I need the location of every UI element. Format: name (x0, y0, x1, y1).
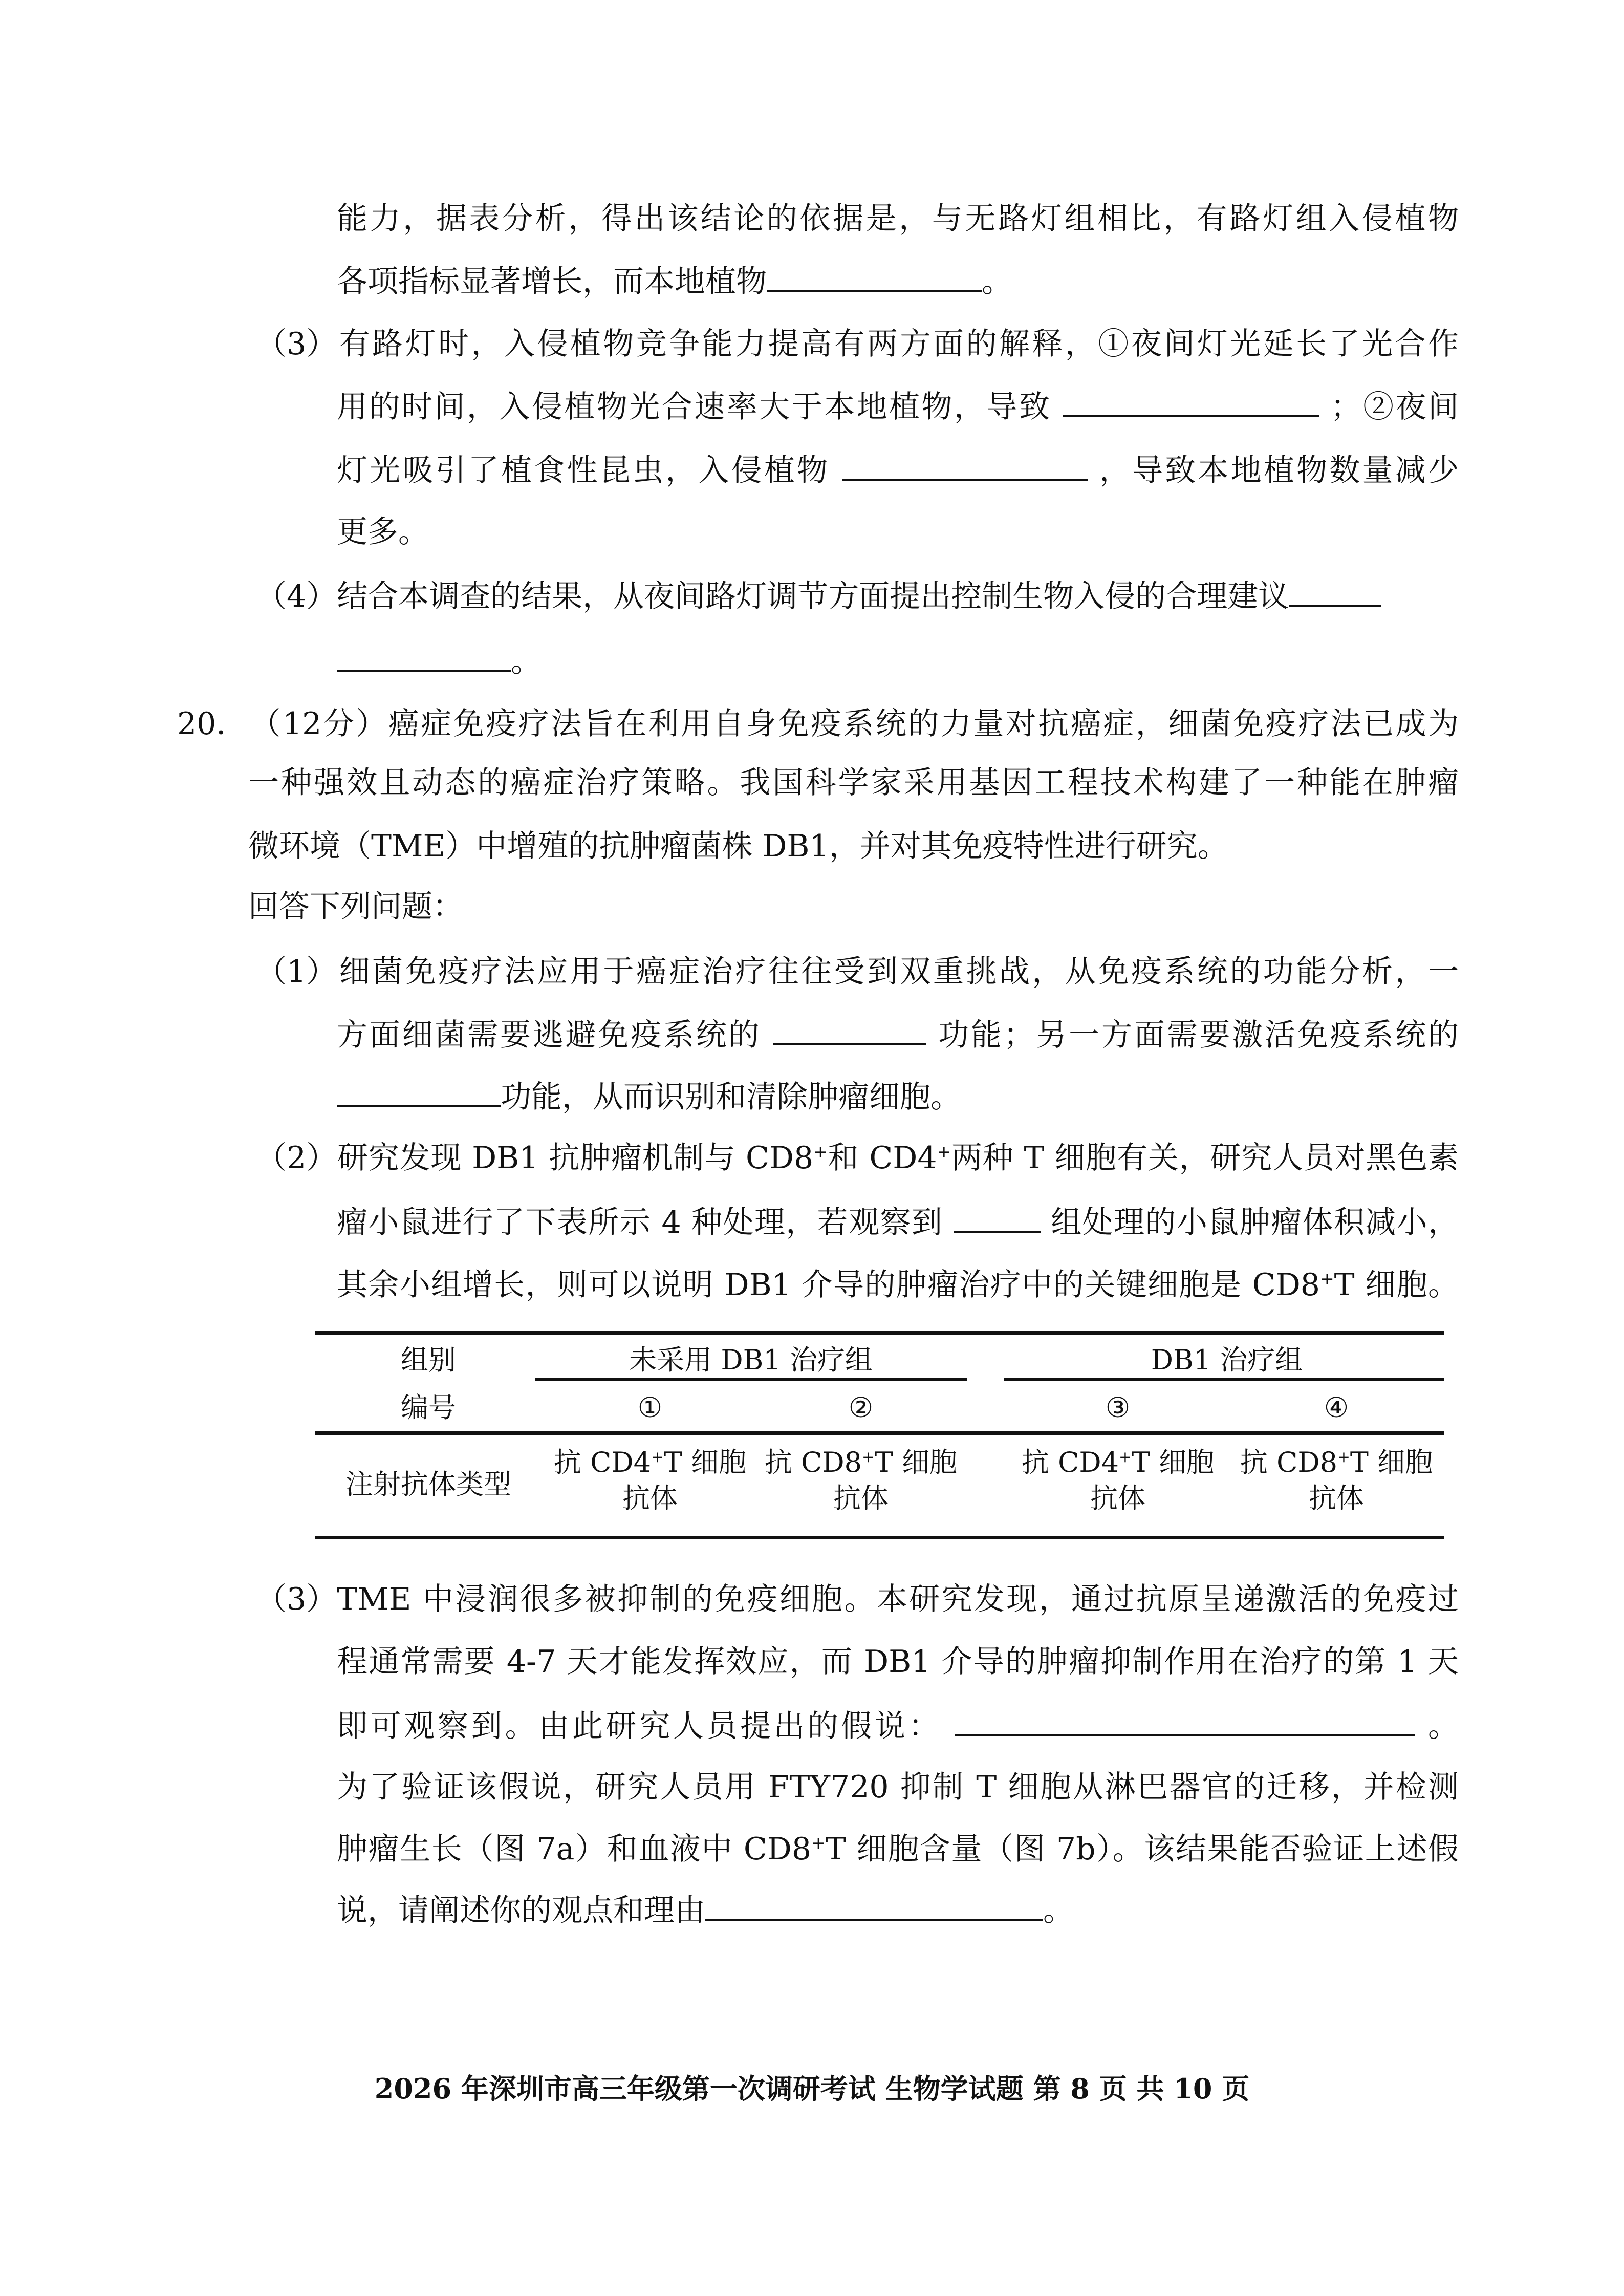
q20-line: 回答下列问题： (248, 889, 463, 925)
text: T 细胞 (1131, 1446, 1215, 1478)
q20-line (256, 1579, 1459, 1620)
q19-line: 更多。 (337, 514, 429, 550)
q20-line (337, 1014, 1459, 1056)
header-id: 编号 (401, 1391, 456, 1424)
q20-line: 微环境（TME）中增殖的抗肿瘤菌株 DB1，并对其免疫特性进行研究。 (248, 828, 1228, 864)
antibody-cell (1022, 1445, 1214, 1516)
answer-blank[interactable] (955, 1705, 1415, 1736)
text: 两种 T 细胞有关，研究人员对黑色素 (951, 1140, 1459, 1176)
id-cell: ④ (1324, 1391, 1349, 1424)
id-cell: ① (637, 1391, 663, 1424)
sub-question-number: （1） (256, 954, 337, 990)
text: ，导致本地植物数量减少 (1099, 453, 1459, 488)
text: T 细胞 (1350, 1446, 1433, 1478)
text: 肿瘤生长（图 7a）和血液中 CD8 (337, 1831, 812, 1867)
text: 灯光吸引了植食性昆虫，入侵植物 (337, 453, 830, 488)
text: 抗 CD4 (553, 1446, 652, 1478)
text: 抗体 (833, 1482, 889, 1514)
superscript: + (1319, 1269, 1334, 1289)
text: 抗体 (1308, 1482, 1364, 1514)
text: TME 中浸润很多被抑制的免疫细胞。本研究发现，通过抗原呈递激活的免疫过 (337, 1581, 1459, 1617)
text: 。 (982, 264, 1012, 299)
group-rule (535, 1378, 967, 1381)
superscript: + (1337, 1448, 1350, 1466)
q19-line (337, 385, 1459, 427)
q19-line (256, 575, 1459, 617)
superscript: + (937, 1142, 951, 1162)
text: 说，请阐述你的观点和理由 (337, 1893, 705, 1928)
text: T 细胞 (663, 1446, 747, 1478)
text: 和 CD4 (827, 1140, 937, 1176)
text: 功能，从而识别和清除肿瘤细胞。 (501, 1079, 961, 1115)
superscript: + (811, 1833, 826, 1853)
q20-line: 一种强效且动态的癌症治疗策略。我国科学家采用基因工程技术构建了一种能在肿瘤 (248, 765, 1459, 801)
text: 抗体 (1090, 1482, 1145, 1514)
text: 功能；另一方面需要激活免疫系统的 (938, 1017, 1459, 1053)
question-number: 20． (177, 706, 247, 742)
superscript: + (813, 1142, 828, 1162)
q20-line (337, 1889, 1459, 1931)
antibody-cell (554, 1445, 746, 1516)
text: T 细胞。 (1334, 1267, 1459, 1303)
superscript: + (1119, 1448, 1132, 1466)
page-footer: 2026 年深圳市高三年级第一次调研考试 生物学试题 第 8 页 共 10 页 (374, 2072, 1250, 2105)
table-bottom-rule (315, 1536, 1444, 1539)
header-group: 组别 (401, 1344, 456, 1376)
answer-blank[interactable] (1289, 575, 1381, 607)
q19-line (337, 449, 1459, 491)
q20-line (337, 1705, 1459, 1747)
text: T 细胞 (874, 1446, 958, 1478)
header-treated: DB1 治疗组 (1151, 1344, 1303, 1376)
answer-blank[interactable] (842, 449, 1088, 481)
text: 抗 CD4 (1021, 1446, 1119, 1478)
header-untreated: 未采用 DB1 治疗组 (629, 1344, 873, 1376)
answer-blank[interactable] (954, 1201, 1041, 1233)
sub-question-number: （3） (256, 326, 337, 362)
q20-line (337, 1201, 1459, 1243)
text: 结合本调查的结果，从夜间路灯调节方面提出控制生物入侵的合理建议 (337, 578, 1289, 614)
text: 组处理的小鼠肿瘤体积减小， (1051, 1205, 1459, 1240)
text: 抗 CD8 (1240, 1446, 1338, 1478)
q20-line (256, 1138, 1459, 1178)
text: 细菌免疫疗法应用于癌症治疗往往受到双重挑战，从免疫系统的功能分析，一 (337, 954, 1459, 990)
q20-line: 为了验证该假说，研究人员用 FTY720 抑制 T 细胞从淋巴器官的迁移，并检测 (337, 1769, 1459, 1805)
text: 即可观察到。由此研究人员提出的假说： (337, 1708, 942, 1744)
q20-line (337, 1076, 1459, 1118)
answer-blank[interactable] (773, 1014, 926, 1045)
antibody-cell (1240, 1445, 1433, 1516)
q19-line: 能力，据表分析，得出该结论的依据是，与无路灯组相比，有路灯组入侵植物 (337, 201, 1459, 237)
group-rule (1004, 1378, 1444, 1381)
superscript: + (651, 1448, 664, 1466)
text: 其余小组增长，则可以说明 DB1 介导的肿瘤治疗中的关键细胞是 CD8 (337, 1267, 1320, 1303)
text: 各项指标显著增长，而本地植物 (337, 264, 767, 299)
text: T 细胞含量（图 7b）。该结果能否验证上述假 (825, 1831, 1459, 1867)
text: 研究发现 DB1 抗肿瘤机制与 CD8 (337, 1140, 814, 1176)
sub-question-number: （2） (256, 1140, 337, 1176)
superscript: + (862, 1448, 875, 1466)
q19-line (256, 324, 1459, 364)
id-cell: ③ (1105, 1391, 1131, 1424)
sub-question-number: （4） (256, 578, 337, 614)
answer-blank[interactable] (1063, 385, 1319, 417)
q19-line (337, 260, 1459, 302)
sub-question-number: （3） (256, 1581, 337, 1617)
id-cell: ② (848, 1391, 874, 1424)
text: 有路灯时，入侵植物竞争能力提高有两方面的解释，①夜间灯光延长了光合作 (337, 326, 1459, 362)
header-antibody-type: 注射抗体类型 (345, 1468, 511, 1500)
antibody-cell (765, 1445, 957, 1516)
table-mid-rule (315, 1431, 1444, 1435)
answer-blank[interactable] (337, 640, 511, 672)
q20-line (337, 1829, 1459, 1870)
q20-line (177, 703, 1459, 744)
answer-blank[interactable] (705, 1889, 1043, 1921)
q20-line: 程通常需要 4-7 天才能发挥效应，而 DB1 介导的肿瘤抑制作用在治疗的第 1 天 (337, 1644, 1459, 1680)
answer-blank[interactable] (767, 260, 982, 292)
table-top-rule (315, 1331, 1444, 1335)
q19-line (337, 640, 1459, 682)
text: 抗体 (622, 1482, 678, 1514)
q20-line (337, 1264, 1459, 1305)
text: 。 (1043, 1893, 1074, 1928)
text: 。 (1428, 1708, 1459, 1744)
text: （12分）癌症免疫疗法旨在利用自身免疫系统的力量对抗癌症，细菌免疫疗法已成为 (248, 706, 1459, 742)
text: 瘤小鼠进行了下表所示 4 种处理，若观察到 (337, 1205, 943, 1240)
text: 方面细菌需要逃避免疫系统的 (337, 1017, 762, 1053)
answer-blank[interactable] (337, 1076, 501, 1107)
q20-line (256, 951, 1459, 992)
text: ；②夜间 (1330, 389, 1459, 425)
treatment-table (315, 1331, 1444, 1541)
text: 用的时间，入侵植物光合速率大于本地植物，导致 (337, 389, 1052, 425)
text: 抗 CD8 (764, 1446, 862, 1478)
text: 。 (511, 643, 542, 679)
